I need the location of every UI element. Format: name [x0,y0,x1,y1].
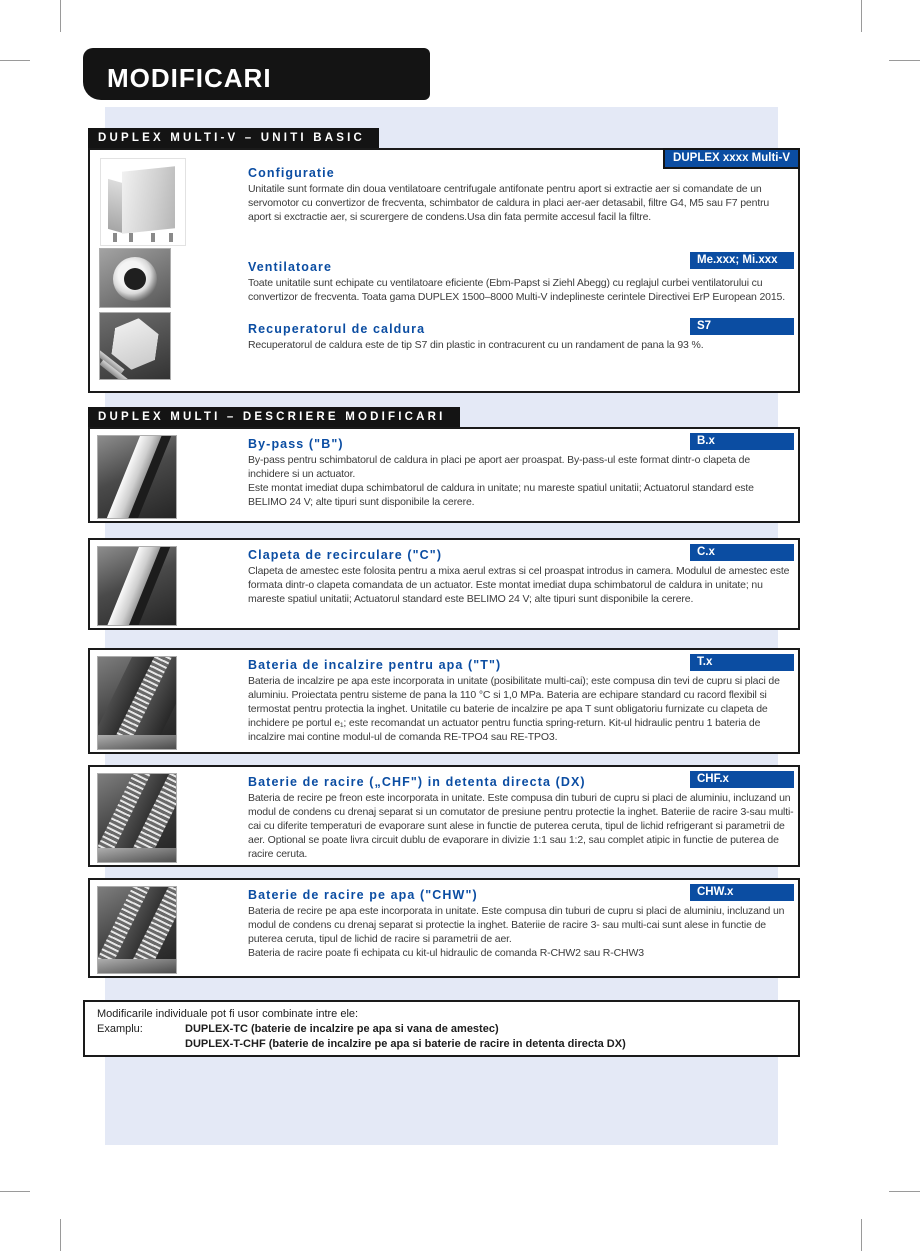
dx-cooling-coil-photo [97,773,177,863]
heating-coil-photo [97,656,177,750]
panel-chw-cooling-coil [88,878,800,978]
heading-chw-cooling-coil: Baterie de racire pe apa ("CHW") [248,888,478,902]
heading-configuratie: Configuratie [248,166,335,180]
panel-basic-units [88,148,800,393]
note-example-2: DUPLEX-T-CHF (baterie de incalzire pe apa si baterie de racire in detenta directa DX) [185,1038,626,1050]
heating-code-badge: T.x [690,654,794,671]
dx-code-badge: CHF.x [690,771,794,788]
heading-heating-coil: Bateria de incalzire pentru apa ("T") [248,658,502,672]
heat-exchanger-photo [99,312,171,380]
chw-code-badge: CHW.x [690,884,794,901]
crop-mark [0,1191,30,1192]
body-dx-cooling-coil: Bateria de recire pe freon este incorporata in unitate. Este compusa din tuburi de cupru si placi de aluminiu, incluzand un modul de condens cu drenaj separat si un comutator de presiune pentru protectie la inghet. Bateriie de racire 3-sau multi-cai cu diferite temperaturi de evaporare sunt alese in functie de puterea ceruta, tipul de lichid refrigerant si parametrii de aer. Optional se poate livra circuit dublu de evaporare in divizie 1:1 sau 1:2, sau complet atipic in functie de puterea de racire ceruta. [248,792,794,860]
ahu-unit-photo [100,158,186,246]
heading-ventilatoare: Ventilatoare [248,260,333,274]
panel-heating-coil [88,648,800,754]
body-recuperator: Recuperatorul de caldura este de tip S7 din plastic in contracurent cu un randament de pana la 93 %. [248,339,704,351]
panel-bypass [88,427,800,523]
crop-mark [889,1191,920,1192]
body-heating-coil: Bateria de incalzire pe apa este incorporata in unitate (posibilitate multi-cai); este compusa din tevi de cupru si placi de aluminiu. Proiectata pentru sisteme de pana la 110 °C si 1,0 MPa. Bateria are echipare standard cu racord flexibil si termostat pentru protectia la inghet. Unitatile cu baterie de incalzire pe apa T sunt obligatoriu furnizate cu clapeta de inchidere pe portul e₁; este recomandat un actuator pentru functia spring-return. Kit-ul hidraulic pentru 1 bateria de incalzire mai contine modul-ul de comanda RE-TPO4 sau RE-TPO3. [248,675,780,743]
heading-bypass: By-pass ("B") [248,437,344,451]
fan-photo [99,248,171,308]
body-recirculation: Clapeta de amestec este folosita pentru a mixa aerul extras si cel proaspat introdus in camera. Modulul de amestec este formata dintr-o clapeta comandata de un actuator. Este montat imediat dupa schimbatorul de caldura in unitate; nu mareste spatiul unitatii; Actuatorul standard este BELIMO 24 V; alte tipuri sunt disponibile la cerere. [248,565,790,605]
note-example-1: DUPLEX-TC (baterie de incalzire pe apa si vana de amestec) [185,1023,499,1035]
combination-note-box [83,1000,800,1057]
body-ventilatoare: Toate unitatile sunt echipate cu ventilatoare eficiente (Ebm-Papst si Ziehl Abegg) cu reglajul curbei ventilatorului cu convertizor de frecventa. Toata gama DUPLEX 1500–8000 Multi-V indeplineste cerintele Directivei ErP European 2015. [248,277,785,303]
panel-recirculation [88,538,800,630]
note-intro: Modificarile individuale pot fi usor combinate intre ele: [97,1008,359,1020]
bypass-code-badge: B.x [690,433,794,450]
panel-dx-cooling-coil [88,765,800,867]
fan-type-badge: Me.xxx; Mi.xxx [690,252,794,269]
chw-cooling-coil-photo [97,886,177,974]
crop-mark [60,1219,61,1251]
recirculation-code-badge: C.x [690,544,794,561]
page-title-banner [83,48,430,100]
section-label-basic-units: DUPLEX MULTI-V – UNITI BASIC [88,128,379,148]
crop-mark [0,60,30,61]
crop-mark [861,0,862,32]
page-title: MODIFICARI [107,63,272,93]
crop-mark [861,1219,862,1251]
section-label-modifications: DUPLEX MULTI – DESCRIERE MODIFICARI [88,407,460,427]
heading-recuperator: Recuperatorul de caldura [248,322,426,336]
crop-mark [889,60,920,61]
note-example-label: Examplu: [97,1023,143,1035]
model-badge: DUPLEX xxxx Multi-V [663,148,800,169]
crop-mark [60,0,61,32]
body-configuratie: Unitatile sunt formate din doua ventilatoare centrifugale antifonate pentru aport si extractie aer si comandate de un servomotor cu convertizor de frecventa, schimbator de caldura in placi aer-aer detasabil, filtre G4, M5 sau F7 pentru aport si exctractie aer, si scurergere de condens.Usa din fata permite accesul facil la filtre. [248,183,770,223]
heading-recirculation: Clapeta de recirculare ("C") [248,548,443,562]
heading-dx-cooling-coil: Baterie de racire („CHF") in detenta directa (DX) [248,775,586,789]
recuperator-type-badge: S7 [690,318,794,335]
body-chw-cooling-coil: Bateria de recire pe apa este incorporata in unitate. Este compusa din tuburi de cupru si placi de aluminiu, incluzand un modul de condens cu drenaj separat si protectie la inghet. Bateriie de racire 3- sau multi-cai sunt alese in functie de puterea ceruta, tipul de lichid de racire si parametrii de aer. Bateria de racire poate fi echipata cu kit-ul hidraulic de comanda R-CHW2 sau R-CHW3 [248,905,785,959]
recirculation-damper-photo [97,546,177,626]
body-bypass: By-pass pentru schimbatorul de caldura in placi pe aport aer proaspat. By-pass-ul este format dintr-o clapeta de inchidere si un actuator. Este montat imediat dupa schimbatorul de caldura in unitate; nu mareste spatiul unitatii; Actuatorul standard este BELIMO 24 V; alte tipuri sunt disponibile la cerere. [248,454,754,508]
bypass-damper-photo [97,435,177,519]
